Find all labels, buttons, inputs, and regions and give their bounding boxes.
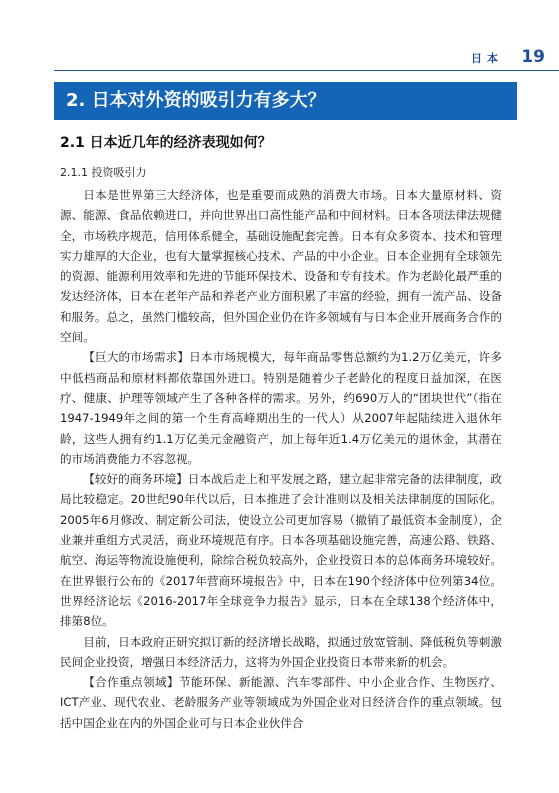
paragraph: 日本是世界第三大经济体，也是重要而成熟的消费大市场。日本大量原材料、资源、能源、食品依赖进口，并向世界出口高性能产品和中间材料。日本各项法律法规健全，市场秩序规范，信用体系健全，基础设施配套完善。日本有众多资本、技术和管理实力雄厚的大企业，也有大量掌握核心技术、产品的中小企业。日本企业拥有全球领先的资源、能源利用效率和先进的节能环保技术、设备和专有技术。作为老龄化最严重的发达经济体，日本在老年产品和养老产业方面积累了丰富的经验，拥有一流产品、设备和服务。总之，虽然门槛较高，但外国企业仍在许多领域有与日本企业开展商务合作的空间。: [60, 188, 502, 345]
paragraph: 【巨大的市场需求】日本市场规模大，每年商品零售总额约为1.2万亿美元，许多中低档商品和原材料都依靠国外进口。特别是随着少子老龄化的程度日益加深，在医疗、健康、护理等领域产生了各种各样的需求。另外，约690万人的“团块世代”（指在1947-1949年之间的第一个生育高峰期出生的一代人）从2007年起陆续进入退休年龄，这些人拥有约1.1万亿美元金融资产，加上每年近1.4万亿美元的退休金，其潜在的市场消费能力不容忽视。: [60, 350, 502, 466]
paragraph: 【合作重点领域】节能环保、新能源、汽车零部件、中小企业合作、生物医疗、ICT产业、现代农业、老龄服务产业等领域成为外国企业对日经济合作的重点领域。包括中国企业在内的外国企业可与日本企业伙伴合: [60, 675, 502, 730]
section-heading: 2.1 日本近几年的经济表现如何？: [60, 135, 272, 151]
body-text: [60, 185, 502, 733]
chapter-title: 2. 日本对外资的吸引力有多大？: [54, 82, 517, 120]
paragraph: 【较好的商务环境】日本战后走上和平发展之路，建立起非常完备的法律制度，政局比较稳定。20世纪90年代以后，日本推进了会计准则以及相关法律制度的国际化。2005年6月修改、制定新公司法，使设立公司更加容易（撤销了最低资本金制度），企业兼并重组方式灵活，商业环境规范有序。日本各项基础设施完善，高速公路、铁路、航空、海运等物流设施便利，除综合税负较高外，企业投资日本的总体商务环境较好。在世界银行公布的《2017年营商环境报告》中，日本在190个经济体中位列第34位。世界经济论坛《2016-2017年全球竞争力报告》显示，日本在全球138个经济体中，排第8位。: [60, 472, 502, 629]
subsection-heading: 2.1.1 投资吸引力: [60, 166, 147, 179]
header-divider: [54, 70, 559, 71]
paragraph: 目前，日本政府正研究拟订新的经济增长战略，拟通过放宽管制、降低税负等刺激民间企业投资，增强日本经济活力，这将为外国企业投资日本带来新的机会。: [60, 634, 502, 669]
page-number: 19: [521, 47, 545, 67]
running-header: 日本: [471, 52, 503, 65]
